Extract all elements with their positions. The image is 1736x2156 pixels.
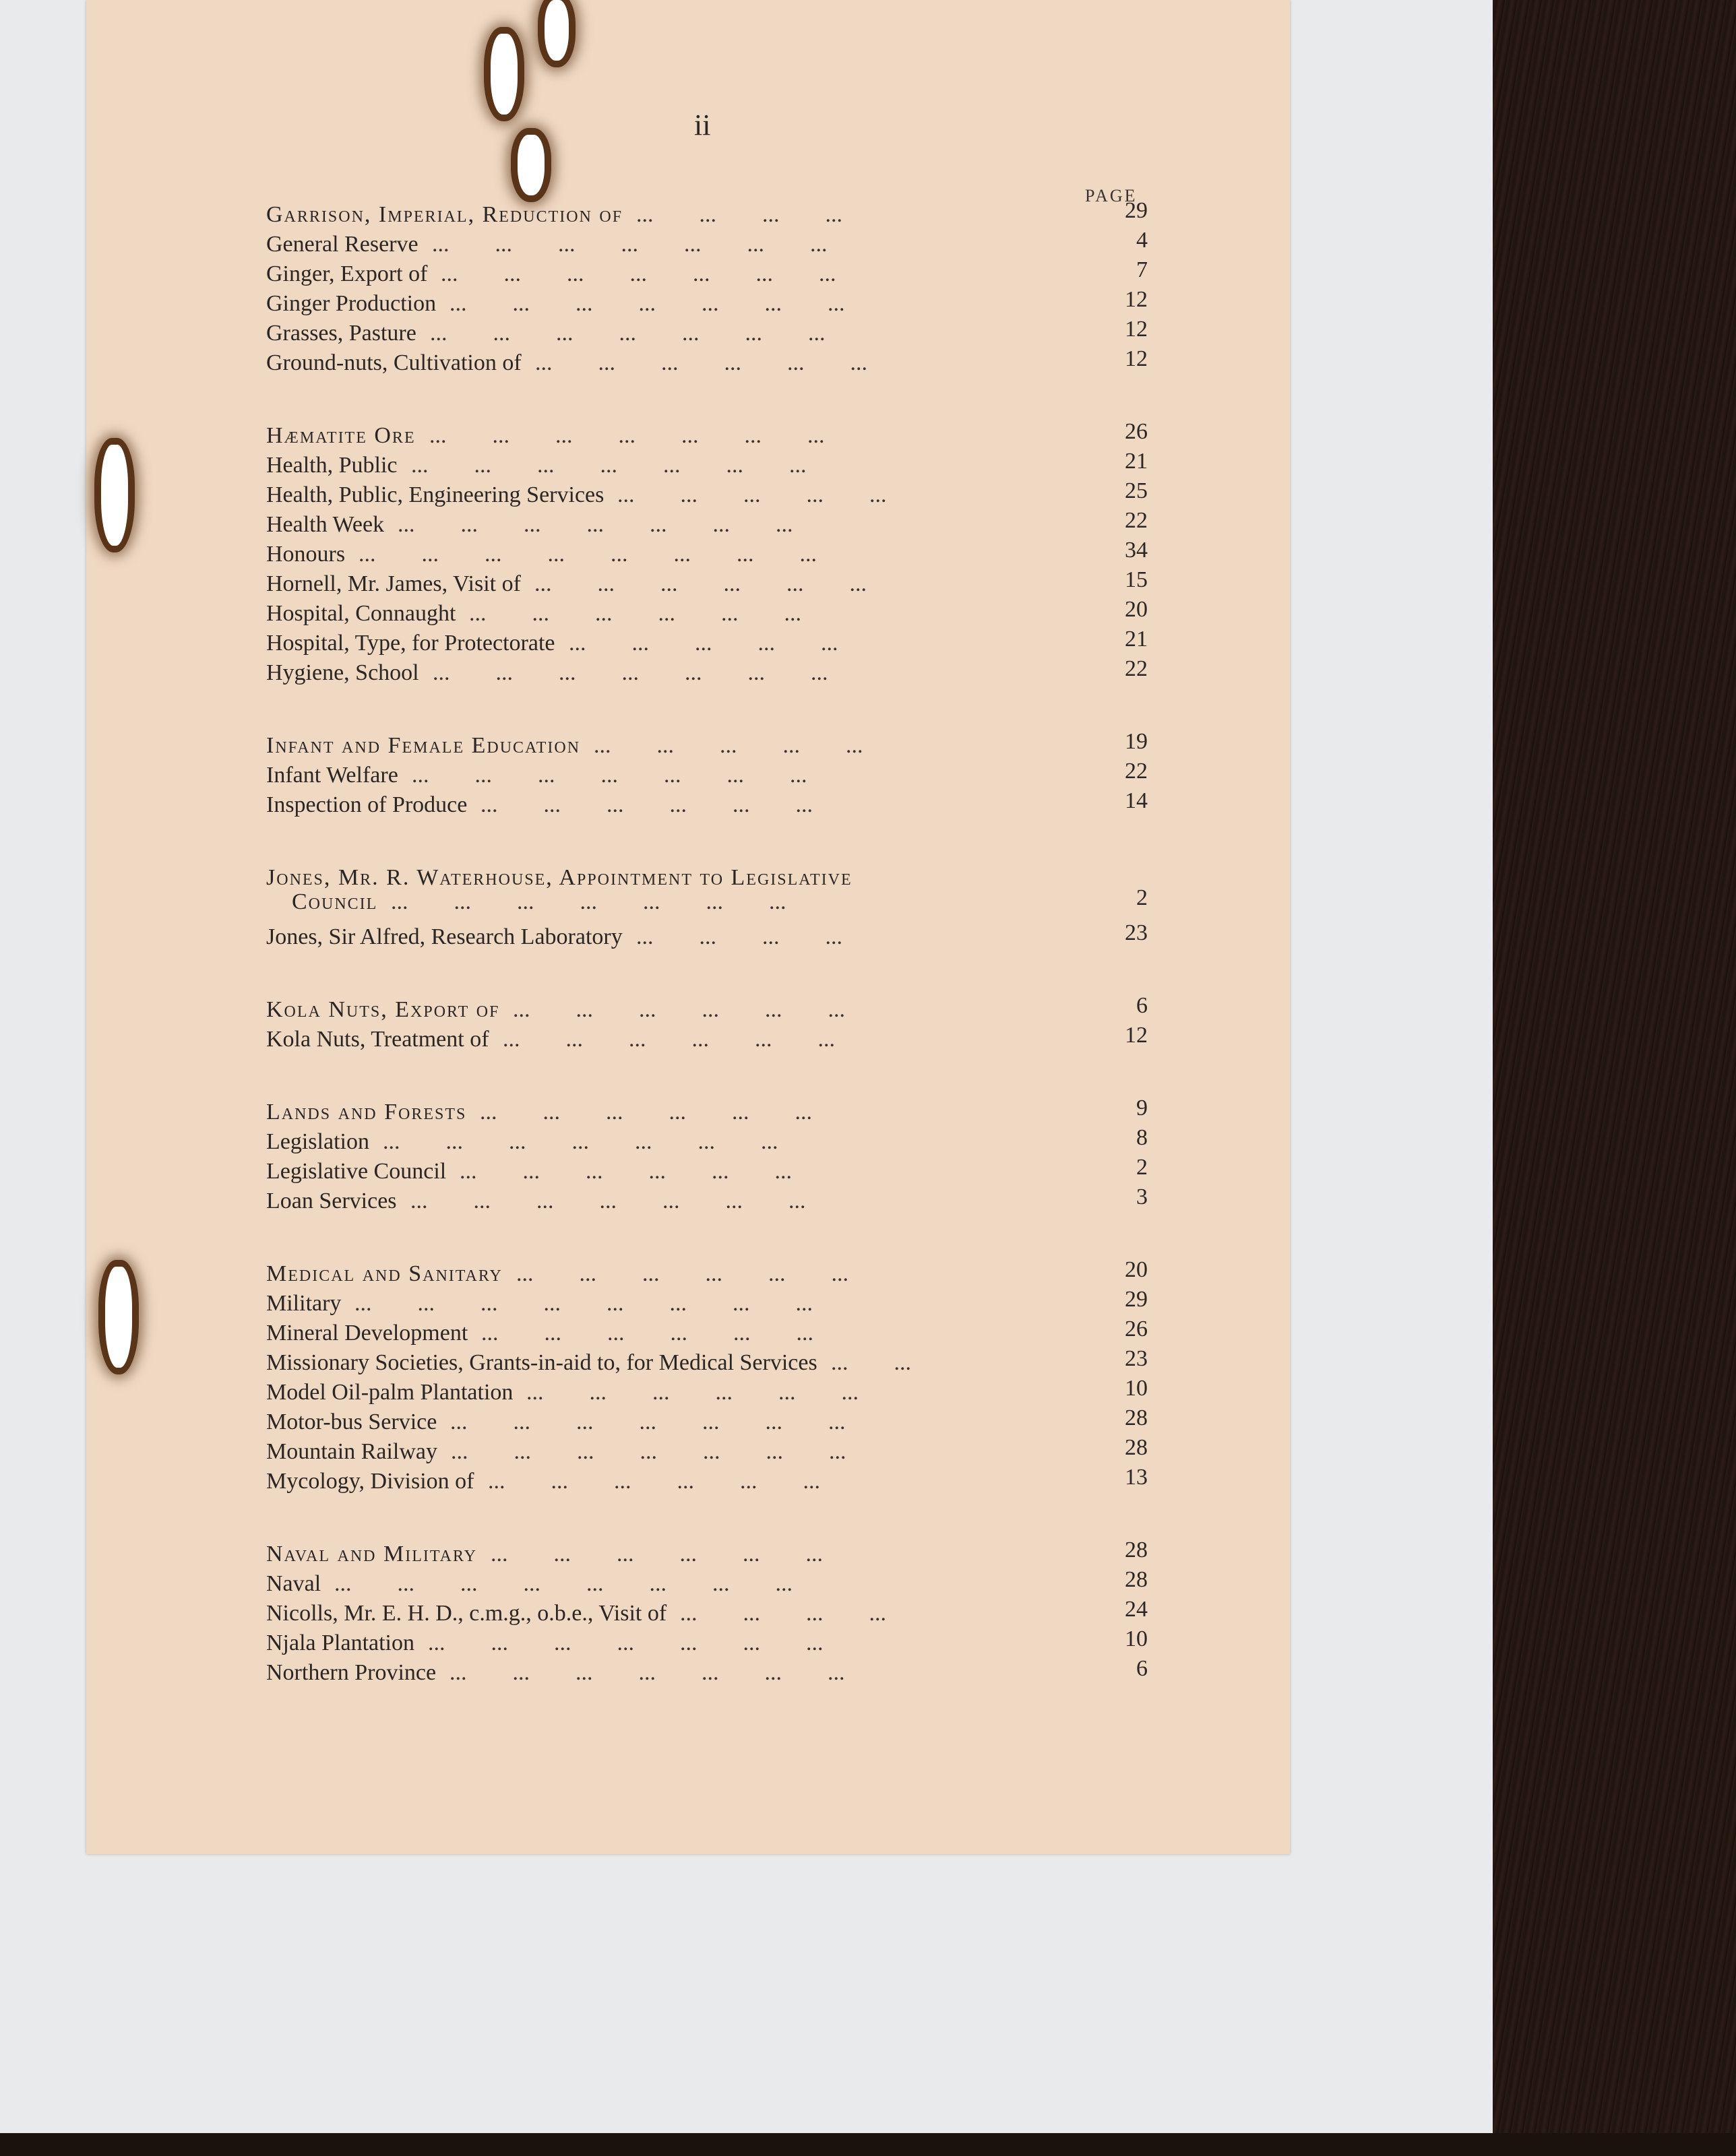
index-entry: [266, 1346, 1156, 1380]
leader-dots: ... ... ... ... ... ... ...: [383, 1129, 824, 1154]
index-term: Honours: [266, 542, 346, 567]
index-entry: [266, 1597, 1156, 1630]
page-number: 29: [1125, 198, 1148, 223]
page-number: 8: [1136, 1125, 1148, 1150]
index-entry: [266, 1155, 1156, 1188]
page-number: 24: [1125, 1597, 1148, 1622]
index-term: Missionary Societies, Grants-in-aid to, for Medical Services: [266, 1350, 817, 1375]
leader-dots: ... ... ... ... ...: [569, 631, 884, 656]
index-term: Health, Public, Engineering Services: [266, 482, 604, 507]
leader-dots: ... ... ... ... ... ... ...: [450, 291, 891, 316]
index-term: Grasses, Pasture: [266, 321, 416, 346]
leader-dots: ... ... ... ... ... ... ...: [432, 232, 873, 257]
leader-dots: ... ... ... ... ... ... ... ...: [359, 542, 863, 567]
index-entry: [266, 1125, 1156, 1159]
index-entry: [266, 1435, 1156, 1469]
leader-dots: ... ... ... ... ... ...: [480, 1100, 858, 1124]
page-number: 28: [1125, 1405, 1148, 1430]
index-entry: [266, 920, 1156, 954]
page-number: 12: [1125, 1023, 1148, 1048]
index-entry: [266, 1184, 1156, 1218]
index-term: Motor-bus Service: [266, 1409, 437, 1434]
page-number: 19: [1125, 729, 1148, 754]
page-number: 21: [1125, 449, 1148, 474]
page-number: 22: [1125, 508, 1148, 533]
index-section: [266, 1537, 1156, 1690]
index-entry: [266, 1405, 1156, 1439]
index-term: Health, Public: [266, 453, 398, 478]
index-term: Lands and Forests: [266, 1100, 467, 1124]
section-gap: [266, 380, 1156, 423]
leader-dots: ... ... ... ... ... ... ...: [451, 1439, 892, 1464]
index-section: [266, 729, 1156, 822]
index-entry: [266, 1465, 1156, 1498]
index-term: Jones, Mr. R. Waterhouse, Appointment to Legislative: [266, 865, 852, 890]
index-term: Inspection of Produce: [266, 792, 468, 817]
burn-hole: [518, 135, 545, 195]
page-number: 7: [1136, 257, 1148, 282]
index-term-continuation: Council: [292, 889, 378, 914]
page-number: 12: [1125, 346, 1148, 371]
index-entry: [266, 257, 1156, 291]
index-term: Hæmatite Ore: [266, 423, 416, 448]
index-entry: [266, 656, 1156, 690]
index-term: Hygiene, School: [266, 660, 419, 685]
index-term: Legislative Council: [266, 1159, 447, 1184]
index-term: Northern Province: [266, 1660, 437, 1685]
index-entry: [266, 478, 1156, 512]
index-entry: [266, 865, 1156, 924]
punch-hole-burn: [101, 445, 128, 546]
index-entry: [266, 419, 1156, 453]
index-section: [266, 1257, 1156, 1498]
section-gap: [266, 822, 1156, 865]
section-gap: [266, 690, 1156, 733]
leader-dots: ... ... ... ... ... ... ...: [450, 1409, 892, 1434]
leader-dots: ... ... ... ... ... ... ...: [412, 763, 853, 788]
index-entry: [266, 287, 1156, 321]
leader-dots: ... ... ... ... ... ...: [480, 792, 859, 817]
index-entry: [266, 1376, 1156, 1409]
index-entry: [266, 538, 1156, 571]
index-entry: [266, 198, 1156, 232]
page-number: 22: [1125, 759, 1148, 784]
page-folio: ii: [694, 108, 711, 141]
page-number: 6: [1136, 993, 1148, 1018]
index-term: Hospital, Type, for Protectorate: [266, 631, 555, 656]
index-entry: [266, 1656, 1156, 1690]
leader-dots: ... ... ... ...: [680, 1601, 932, 1626]
index-entry: [266, 759, 1156, 792]
section-gap: [266, 1218, 1156, 1261]
index-entry: [266, 1287, 1156, 1321]
index-entry: [266, 567, 1156, 601]
index-term: Health Week: [266, 512, 385, 537]
index-term: Model Oil-palm Plantation: [266, 1380, 514, 1405]
leader-dots: ... ... ... ...: [636, 924, 888, 949]
page-number: 21: [1125, 627, 1148, 652]
leader-dots: ... ... ... ... ... ... ...: [430, 321, 871, 346]
index-section: [266, 419, 1156, 690]
page-number: 26: [1125, 419, 1148, 444]
leader-dots: ... ... ... ... ... ... ...: [391, 889, 832, 914]
index-term: Military: [266, 1291, 342, 1316]
index-entry: [266, 1023, 1156, 1056]
punch-hole-burn: [105, 1267, 132, 1368]
leader-dots: ... ... ... ... ...: [594, 733, 909, 758]
index-section: [266, 993, 1156, 1056]
index-term: Infant and Female Education: [266, 733, 581, 758]
index-term: Hospital, Connaught: [266, 601, 456, 626]
index-term: Naval: [266, 1571, 321, 1596]
page-number: 3: [1136, 1184, 1148, 1209]
leader-dots: ... ... ... ...: [636, 202, 888, 227]
index-section: [266, 865, 1156, 954]
page-number: 9: [1136, 1096, 1148, 1120]
leader-dots: ... ... ... ... ... ...: [469, 601, 847, 626]
leader-dots: ... ... ... ... ... ... ... ...: [334, 1571, 838, 1596]
leader-dots: ... ... ... ... ... ...: [513, 997, 891, 1022]
section-gap: [266, 954, 1156, 997]
page-column-heading: PAGE: [1085, 186, 1138, 205]
index-entry: [266, 228, 1156, 261]
leader-dots: ... ... ... ... ... ...: [488, 1469, 866, 1494]
index-entry: [266, 1317, 1156, 1350]
index-entry: [266, 1257, 1156, 1291]
page-number: 22: [1125, 656, 1148, 681]
page-number: 10: [1125, 1376, 1148, 1401]
index-entry: [266, 317, 1156, 350]
leader-dots: ... ... ... ... ... ... ...: [441, 261, 882, 286]
page-number: 28: [1125, 1567, 1148, 1592]
page-number: 14: [1125, 788, 1148, 813]
index-term: Ground-nuts, Cultivation of: [266, 350, 522, 375]
leader-dots: ... ... ... ... ... ...: [491, 1542, 869, 1566]
scanner-bed-edge: [0, 2133, 1736, 2156]
index-entry: [266, 1096, 1156, 1129]
index-term: Medical and Sanitary: [266, 1261, 503, 1286]
leader-dots: ... ...: [831, 1350, 957, 1375]
index-term: General Reserve: [266, 232, 418, 257]
page-number: 34: [1125, 538, 1148, 563]
page-number: 12: [1125, 317, 1148, 342]
leader-dots: ... ... ... ... ... ...: [481, 1321, 859, 1345]
index-entry: [266, 788, 1156, 822]
leader-dots: ... ... ... ... ... ...: [534, 571, 912, 596]
index-entry: [266, 449, 1156, 482]
page-number: 12: [1125, 287, 1148, 312]
leader-dots: ... ... ... ... ...: [617, 482, 933, 507]
index-term: Loan Services: [266, 1188, 397, 1213]
leader-dots: ... ... ... ... ... ... ... ...: [354, 1291, 859, 1316]
page-number: 26: [1125, 1317, 1148, 1341]
index-term: Naval and Military: [266, 1542, 477, 1566]
leader-dots: ... ... ... ... ... ...: [526, 1380, 904, 1405]
index-section: [266, 1096, 1156, 1218]
section-gap: [266, 1056, 1156, 1100]
index-entry: [266, 627, 1156, 660]
index-term: Mountain Railway: [266, 1439, 438, 1464]
index-term: Kola Nuts, Treatment of: [266, 1027, 489, 1052]
index-entry: [266, 1626, 1156, 1660]
index-term: Mineral Development: [266, 1321, 468, 1345]
leader-dots: ... ... ... ... ... ... ...: [450, 1660, 891, 1685]
index-term: Ginger Production: [266, 291, 437, 316]
page-number: 6: [1136, 1656, 1148, 1681]
leader-dots: ... ... ... ... ... ... ...: [428, 1630, 869, 1655]
index-section: [266, 198, 1156, 380]
index-term: Hornell, Mr. James, Visit of: [266, 571, 521, 596]
index-term: Ginger, Export of: [266, 261, 428, 286]
scanner-bed-background: [1493, 0, 1736, 2156]
page-number: 2: [1136, 885, 1148, 910]
page-number: 15: [1125, 567, 1148, 592]
burn-hole: [491, 34, 518, 115]
leader-dots: ... ... ... ... ... ... ...: [410, 1188, 852, 1213]
index-entry: [266, 729, 1156, 763]
index-list: [266, 198, 1156, 1690]
page-number: 28: [1125, 1435, 1148, 1460]
index-term: Jones, Sir Alfred, Research Laboratory: [266, 924, 623, 949]
burn-hole: [545, 0, 569, 61]
page-number: 29: [1125, 1287, 1148, 1312]
index-term: Mycology, Division of: [266, 1469, 474, 1494]
index-entry: [266, 1567, 1156, 1601]
index-term: Legislation: [266, 1129, 369, 1154]
index-term: Njala Plantation: [266, 1630, 415, 1655]
leader-dots: ... ... ... ... ... ... ...: [398, 512, 839, 537]
leader-dots: ... ... ... ... ... ... ...: [433, 660, 874, 685]
page-number: 20: [1125, 597, 1148, 622]
index-term: Nicolls, Mr. E. H. D., c.m.g., o.b.e., Visit of: [266, 1601, 667, 1626]
section-gap: [266, 1498, 1156, 1542]
page-number: 23: [1125, 920, 1148, 945]
page-number: 23: [1125, 1346, 1148, 1371]
page-number: 28: [1125, 1537, 1148, 1562]
index-entry: [266, 993, 1156, 1027]
index-term: Infant Welfare: [266, 763, 398, 788]
leader-dots: ... ... ... ... ... ... ...: [429, 423, 871, 448]
page-number: 4: [1136, 228, 1148, 253]
index-entry: [266, 346, 1156, 380]
leader-dots: ... ... ... ... ... ...: [535, 350, 913, 375]
page-number: 25: [1125, 478, 1148, 503]
index-term: Garrison, Imperial, Reduction of: [266, 202, 623, 227]
leader-dots: ... ... ... ... ... ...: [460, 1159, 838, 1184]
index-entry: [266, 597, 1156, 631]
leader-dots: ... ... ... ... ... ...: [503, 1027, 881, 1052]
page-number: 10: [1125, 1626, 1148, 1651]
index-term: Kola Nuts, Export of: [266, 997, 500, 1022]
page-number: 20: [1125, 1257, 1148, 1282]
index-entry: [266, 1537, 1156, 1571]
page-number: 2: [1136, 1155, 1148, 1180]
page-number: 13: [1125, 1465, 1148, 1490]
index-entry: [266, 508, 1156, 542]
leader-dots: ... ... ... ... ... ...: [516, 1261, 894, 1286]
leader-dots: ... ... ... ... ... ... ...: [411, 453, 852, 478]
